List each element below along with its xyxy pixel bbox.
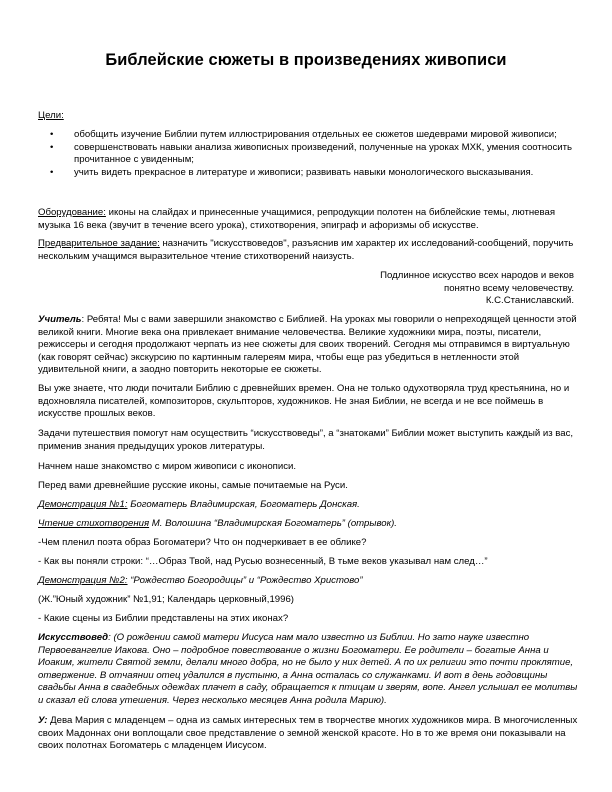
epigraph-author: К.С.Станиславский. <box>485 295 574 307</box>
critic-label: Искусствовед <box>38 632 109 643</box>
pretask-label: Предварительное задание: <box>38 238 160 249</box>
question-3: - Какие сцены из Библии представлены на этих иконах? <box>38 613 289 624</box>
list-item: • совершенствовать навыки анализа живописных произведений, полученные на уроках МХК, умения соотносить прочитанное с увиденным; <box>50 141 573 166</box>
teacher-paragraph: Учитель: Ребята! Мы с вами завершили знакомство с Библией. На уроках мы говорили о непреходящей ценности этой великой книги. Многие века она привлекает внимание человечества. Великие художники мира, поэты, писатели, режиссеры и сегодня продолжают черпать из нее сюжеты для своих творений. Сегодня мы отправимся в виртуальную (как говорят сейчас) экскурсию по картинным галереям мира, чтобы еще раз убедиться в нетленности этой удивительной книги, а заодно повторить некоторые ее сюжеты. <box>38 314 577 376</box>
goals-label: Цели: <box>38 110 64 121</box>
question-2: - Как вы поняли строки: “…Образ Твой, над Русью вознесенный, В тьме веков указывал нам след…” <box>38 556 488 567</box>
pretask-paragraph: Предварительное задание: назначить "искусствоведов", разъяснив им характер их исследований-сообщений, поручить нескольким учащимся выразительное чтение стихотворений наизусть. <box>38 238 574 262</box>
reading-label: Чтение стихотворения <box>38 518 150 529</box>
equipment-paragraph: Оборудование: иконы на слайдах и принесенные учащимися, репродукции полотен на библейские темы, лютневая музыка 16 века (звучит в течение всего урока), стихотворения, эпиграф и афоризмы об искусстве. <box>38 207 556 231</box>
demo2-label: Демонстрация №2: <box>38 575 128 586</box>
bullet-icon: • <box>50 166 54 178</box>
icons-paragraph: Перед вами древнейшие русские иконы, самые почитаемые на Руси. <box>38 480 348 491</box>
reading-paragraph: Чтение стихотворения М. Волошина “Владимирская Богоматерь” (отрывок). <box>38 518 397 529</box>
source-paragraph: (Ж.”Юный художник” №1,91; Календарь церковный,1996) <box>38 594 294 605</box>
list-item: • учить видеть прекрасное в литературе и живописи; развивать навыки монологического высказывания. <box>50 166 534 178</box>
demo1-paragraph: Демонстрация №1: Богоматерь Владимирская, Богоматерь Донская. <box>38 499 360 510</box>
critic-paragraph: Искусствовед: (О рождении самой матери Иисуса нам мало известно из Библии. Но зато науке известно Первоевангелие Иакова. Оно – подробное повествование о жизни Богоматери. Ее родители – богатые Анна и Иоаким, жители Святой земли, делали много добра, но не было у них детей. А по их религии это почти проклятие, отвержение. В отчаянии отец удалился в пустыню, а Анна осталась со служанками. И вот в день годовщины свадьбы Анна в свадебных одеждах плачет в саду, обращается к птицам и зверям, вопе. Ангел услышал ее молитвы и сказал ей слова утешения. Через несколько месяцев Анна родила Марию). <box>38 632 578 706</box>
goals-section <box>38 129 578 179</box>
teacher2-label: У: <box>38 715 48 726</box>
question-1: -Чем пленил поэта образ Богоматери? Что он подчеркивает в ее облике? <box>38 537 367 548</box>
list-item: • обобщить изучение Библии путем иллюстрирования отдельных ее сюжетов шедеврами мировой живописи; <box>50 129 557 140</box>
bullet-icon: • <box>50 129 54 140</box>
goals-list <box>38 129 578 179</box>
epigraph: Подлинное искусство всех народов и веков понятно всему человечеству. К.С.Станиславский. <box>274 270 574 308</box>
page-title: Библейские сюжеты в произведениях живописи <box>105 51 507 69</box>
teacher-label: Учитель <box>38 314 82 325</box>
start-paragraph: Начнем наше знакомство с миром живописи с иконописи. <box>38 461 297 472</box>
demo1-label: Демонстрация №1: <box>38 499 128 510</box>
demo2-paragraph: Демонстрация №2: “Рождество Богородицы” и “Рождество Христово” <box>38 575 363 586</box>
tasks-paragraph: Задачи путешествия помогут нам осуществить “искусствоведы”, а “знатоками” Библии может выступить каждый из вас, применив знания предыдущих уроков литературы. <box>38 428 574 452</box>
teacher2-paragraph: У: Дева Мария с младенцем – одна из самых интересных тем в творчестве многих художников мира. В многочисленных своих Мадоннах они воплощали свое представление о земной женской красоте. Но в то же время они показывали на своих полотнах Богоматерь с младенцем Иисусом. <box>38 715 578 752</box>
ancient-paragraph: Вы уже знаете, что люди почитали Библию с древнейших времен. Она не только одухотворяла труд крестьянина, но и вдохновляла писателей, композиторов, скульпторов, художников. Не зная Библии, не всегда и не все поймешь в искусстве прошлых веков. <box>38 383 570 420</box>
bullet-icon: • <box>50 141 54 153</box>
equipment-label: Оборудование: <box>38 207 106 218</box>
